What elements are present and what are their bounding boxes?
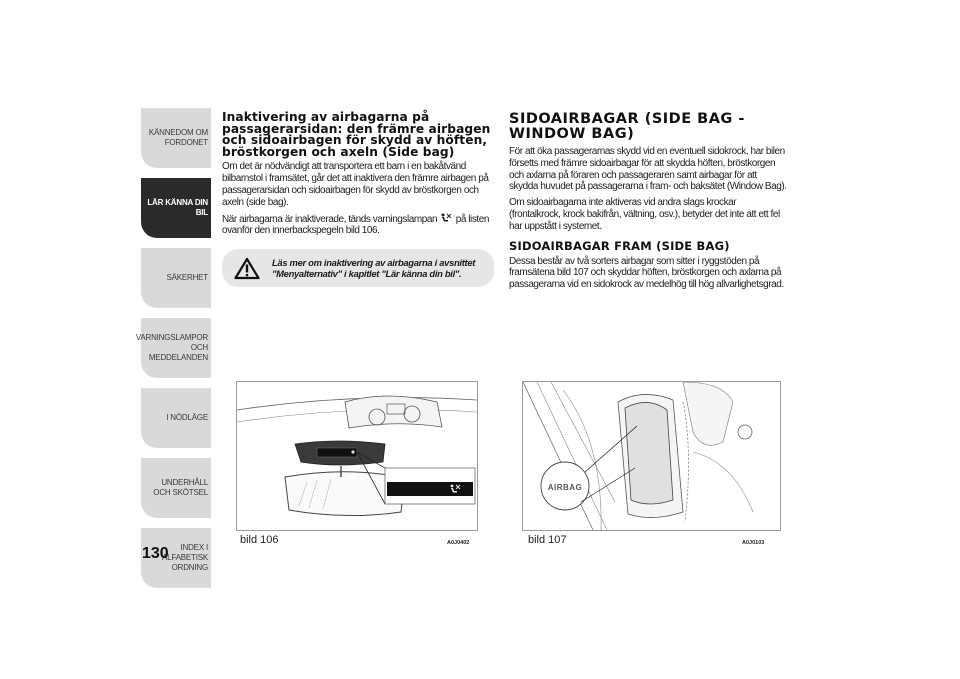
tab-index[interactable]: INDEX I ALFABETISK ORDNING <box>141 528 211 588</box>
page-title: SIDOAIRBAGAR (SIDE BAG - WINDOW BAG) <box>509 111 745 142</box>
paragraph: Om sidoairbagarna inte aktiveras vid andra slags krockar (frontalkrock, krock bakifrån, vältning, osv.), betyder det inte att ett fel har uppstått i systemet. <box>509 197 780 232</box>
figure-106-code: A0J0402 <box>447 540 470 546</box>
figure-106-caption: bild 106 <box>240 534 279 546</box>
left-column <box>222 112 494 287</box>
side-airbag-seat-illustration <box>523 382 780 530</box>
airbag-label: AIRBAG <box>547 483 583 492</box>
paragraph: För att öka passagerarnas skydd vid en eventuell sidokrock, har bilen försetts med främre sidoairbagar för att skydda höften, bröstkorgen och axlarna på föraren och passageraren samt airbagar för att skydda huvudet på passagerarna i fram- och baksätet (Window Bag). <box>509 146 787 193</box>
note-text: Läs mer om inaktivering av airbagarna i avsnittet "Menyalternativ" i kapitlet "Lär känna din bil". <box>272 257 476 280</box>
tab-i-nodlage[interactable]: I NÖDLÄGE <box>141 388 211 448</box>
paragraph: Om det är nödvändigt att transportera ett barn i en bakåtvänd bilbarnstol i framsätet, går det att inaktivera den främre airbagen på passagerarsidan och sidoairbagen för skydd av bröstkorgen och axeln (side bag). <box>222 161 489 208</box>
section-heading-inaktivering: Inaktivering av airbagarna på passagerarsidan: den främre airbagen och sidoairbagen för skydd av höften, bröstkorgen och axeln (Side bag) <box>222 110 491 159</box>
figure-107-caption: bild 107 <box>528 534 567 546</box>
right-column <box>509 112 787 295</box>
section-heading-sidoairbagar-fram: SIDOAIRBAGAR FRAM (SIDE BAG) <box>509 238 730 253</box>
paragraph: Dessa består av två sorters airbagar som sitter i ryggstöden på framsätena bild 107 och skyddar höften, bröstkorgen och axlarna på passagerarna vid en sidokrock av medelhög till hög allvarlighetsgrad. <box>509 255 784 291</box>
page-number: 130 <box>142 545 169 562</box>
tab-sakerhet[interactable]: SÄKERHET <box>141 248 211 308</box>
note-box <box>222 249 494 287</box>
rearview-mirror-illustration <box>237 382 477 530</box>
tab-underhall-och-skotsel[interactable]: UNDERHÅLL OCH SKÖTSEL <box>141 458 211 518</box>
paragraph-lamp: När airbagarna är inaktiverade, tänds varningslampan på listen ovanför den innerbackspegeln bild 106. <box>222 213 489 237</box>
tab-lar-kanna-din-bil[interactable]: LÄR KÄNNA DIN BIL <box>141 178 211 238</box>
warning-triangle-icon <box>234 257 260 280</box>
passenger-airbag-off-icon <box>440 213 452 223</box>
tab-varningslampor[interactable]: VARNINGSLAMPOR OCH MEDDELANDEN <box>141 318 211 378</box>
figure-107 <box>522 381 781 531</box>
figure-107-code: A0J0103 <box>742 540 765 546</box>
tab-kannedom-om-fordonet[interactable]: KÄNNEDOM OM FORDONET <box>141 108 211 168</box>
figure-106 <box>236 381 478 531</box>
